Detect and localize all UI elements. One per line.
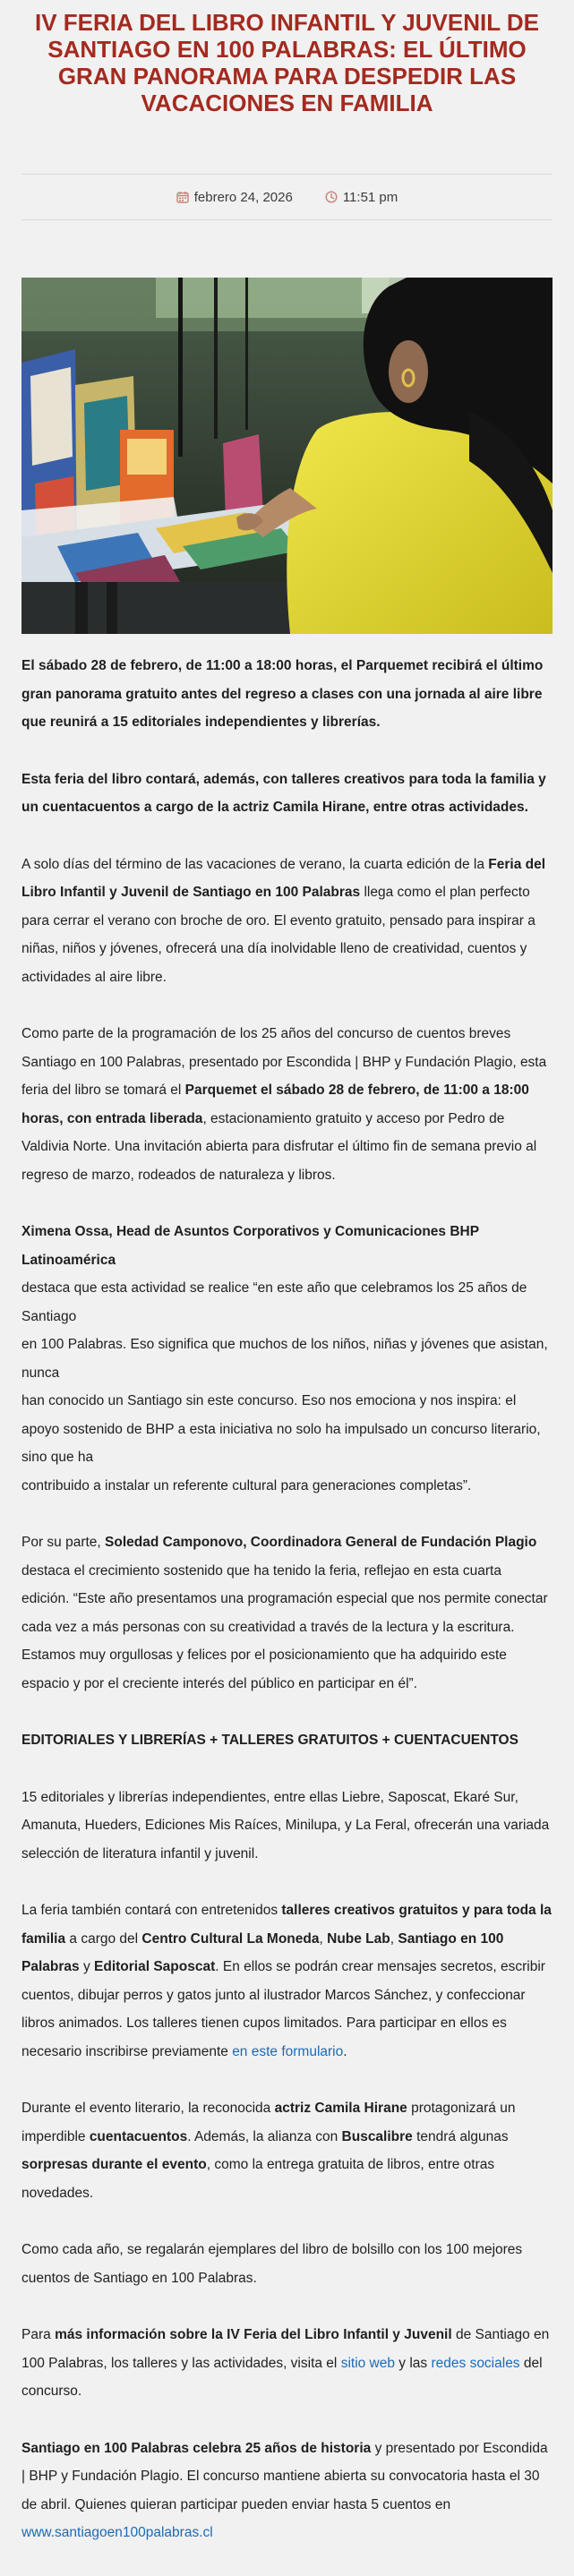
text: y: [79, 1959, 95, 1974]
article-body: [21, 652, 553, 2547]
text: ,: [319, 1930, 328, 1947]
contest-url-link[interactable]: www.santiagoen100palabras.cl: [21, 2525, 213, 2540]
text: de Santiago en 100 Palabras, los talleres y las actividades, visita el: [21, 2327, 550, 2371]
bold-text: sorpresas durante el evento: [21, 2157, 207, 2172]
registration-form-link[interactable]: en este formulario: [232, 2043, 344, 2059]
text: . En ellos se podrán crear mensajes secretos, escribir cuentos, dibujar perros y gatos junto al ilustrador Marcos Sánchez, y confeccionar libros animados. Los talleres tienen cupos limitados. Para participar en ellos es necesario inscribirse previamente: [21, 1959, 545, 2059]
paragraph: [21, 1784, 553, 1869]
text: Como parte de la programación de los 25 años del concurso de cuentos breves Santiago en 100 Palabras, presentado por Escondida | BHP y Fundación Plagio, esta feria del libro se tomará el: [21, 1026, 547, 1098]
lead-text: El sábado 28 de febrero, de 11:00 a 18:00 horas, el Parquemet recibirá el último gran panorama gratuito antes del regreso a clases con una jornada al aire libre que reunirá a 15 editoriales independientes y librerías.: [21, 658, 544, 730]
lead-text-2: Esta feria del libro contará, además, con talleres creativos para toda la familia y un cuentacuentos a cargo de la actriz Camila Hirane, entre otras actividades.: [21, 771, 546, 815]
text: .: [343, 2043, 347, 2059]
lead-paragraph-2: [21, 766, 553, 822]
text: Como cada año, se regalarán ejemplares del libro de bolsillo con los 100 mejores cuentos de Santiago en 100 Palabras.: [21, 2242, 523, 2286]
bold-text: Santiago en 100 Palabras celebra 25 años de historia: [21, 2440, 372, 2456]
quote-paragraph: [21, 1528, 553, 1698]
text: , estacionamiento gratuito y acceso por Pedro de Valdivia Norte. Una invitación abierta para disfrutar el último fin de semana previo al regreso de marzo, rodeados de naturaleza y libros.: [21, 1110, 537, 1183]
text: . Además, la alianza con: [187, 2128, 342, 2144]
bold-text: talleres creativos gratuitos y para toda la familia: [21, 1903, 552, 1947]
paragraph: [21, 1896, 553, 2066]
text: llega como el plan perfecto para cerrar el verano con broche de oro. El evento gratuito, pensado para inspirar a niñas, niños y jóvenes, ofrecerá una día inolvidable lleno de creatividad, cuentos y actividades al aire libre.: [21, 885, 535, 985]
paragraph: [21, 2236, 553, 2292]
quote-line: contribuido a instalar un referente cultural para generaciones completas”.: [21, 1477, 472, 1493]
text: La feria también contará con entretenidos: [21, 1903, 282, 1918]
text: Durante el evento literario, la reconocida: [21, 2101, 275, 2116]
text: 15 editoriales y librerías independientes, entre ellas Liebre, Saposcat, Ekaré Sur, Amanuta, Hueders, Ediciones Mis Raíces, Minilupa, y La Feral, ofrecerán una variada selección de literatura infantil y juvenil.: [21, 1789, 550, 1861]
publish-date: [176, 190, 293, 205]
bold-text: actriz Camila Hirane: [274, 2101, 407, 2116]
publish-time-text: 11:51 pm: [342, 189, 398, 205]
website-link[interactable]: sitio web: [340, 2355, 395, 2371]
text: tendrá algunas: [412, 2128, 509, 2144]
speaker-name: Ximena Ossa, Head de Asuntos Corporativos y Comunicaciones BHP Latinoamérica: [21, 1224, 479, 1268]
bold-text: Parquemet el sábado 28 de febrero, de 11:00 a 18:00 horas, con entrada liberada: [21, 1083, 529, 1126]
text: a cargo del: [65, 1930, 142, 1947]
paragraph: [21, 2321, 553, 2406]
bold-text: Feria del Libro Infantil y Juvenil de Santiago en 100 Palabras: [21, 856, 546, 900]
quote-line: han conocido un Santiago sin este concurso. Eso nos emociona y nos inspira: el apoyo sostenido de BHP a esta iniciativa no solo ha impulsado un concurso literario, sino que ha: [21, 1393, 541, 1465]
bold-text: Buscalibre: [341, 2128, 413, 2144]
hero-photo: [21, 278, 553, 634]
bold-text: más información sobre la IV Feria del Libro Infantil y Juvenil: [55, 2327, 452, 2342]
article-meta: [21, 174, 553, 220]
bold-text: cuentacuentos: [89, 2128, 188, 2144]
text: A solo días del término de las vacaciones de verano, la cuarta edición de la: [21, 856, 489, 872]
bold-text: Editorial Saposcat: [94, 1959, 216, 1974]
article-title: IV FERIA DEL LIBRO INFANTIL Y JUVENIL DE SANTIAGO EN 100 PALABRAS: EL ÚLTIMO GRAN PANORAMA PARA DESPEDIR LAS VACACIONES EN FAMILIA: [35, 9, 539, 116]
text: protagonizará un imperdible: [21, 2101, 516, 2144]
section-heading: [21, 1726, 553, 1755]
bold-text: Nube Lab: [327, 1930, 390, 1947]
quote-line: destaca que esta actividad se realice “en este año que celebramos los 25 años de Santiago: [21, 1280, 527, 1324]
text: Por su parte,: [21, 1535, 106, 1550]
social-media-link[interactable]: redes sociales: [431, 2355, 520, 2371]
text: , como la entrega gratuita de libros, entre otras novedades.: [21, 2157, 495, 2201]
calendar-icon: [176, 191, 189, 203]
paragraph: [21, 2435, 553, 2547]
publish-date-text: febrero 24, 2026: [193, 189, 293, 205]
quote-line: en 100 Palabras. Eso significa que muchos de los niños, niñas y jóvenes que asistan, nunca: [21, 1337, 548, 1381]
paragraph: [21, 851, 553, 992]
bold-text: Santiago en 100 Palabras: [21, 1930, 504, 1974]
quote-paragraph: [21, 1218, 553, 1500]
speaker-name: Soledad Camponovo, Coordinadora General de Fundación Plagio: [105, 1535, 537, 1550]
clock-icon: [325, 191, 338, 203]
text: y presentado por Escondida | BHP y Fundación Plagio. El concurso mantiene abierta su convocatoria hasta el 30 de abril. Quienes quieran participar pueden enviar hasta 5 cuentos en: [21, 2440, 548, 2512]
text: Para: [21, 2327, 56, 2342]
paragraph: [21, 1020, 553, 1189]
text: y las: [395, 2355, 432, 2371]
lead-paragraph: [21, 652, 553, 737]
section-heading-text: EDITORIALES Y LIBRERÍAS + TALLERES GRATUITOS + CUENTACUENTOS: [21, 1733, 518, 1748]
text: destaca el crecimiento sostenido que ha tenido la feria, reflejao en esta cuarta edición. “Este año presentamos una programación especial que nos permite conectar cada vez a más personas con su creatividad a través de la lectura y la escritura. Estamos muy orgullosas y felices por el posicionamiento que ha adquirido este espacio y por el creciente interés del público en participar en él”.: [21, 1562, 548, 1691]
paragraph: [21, 2094, 553, 2207]
text: del concurso.: [21, 2355, 543, 2399]
publish-time: [325, 190, 398, 205]
text: ,: [390, 1930, 398, 1947]
bold-text: Centro Cultural La Moneda: [141, 1930, 320, 1947]
